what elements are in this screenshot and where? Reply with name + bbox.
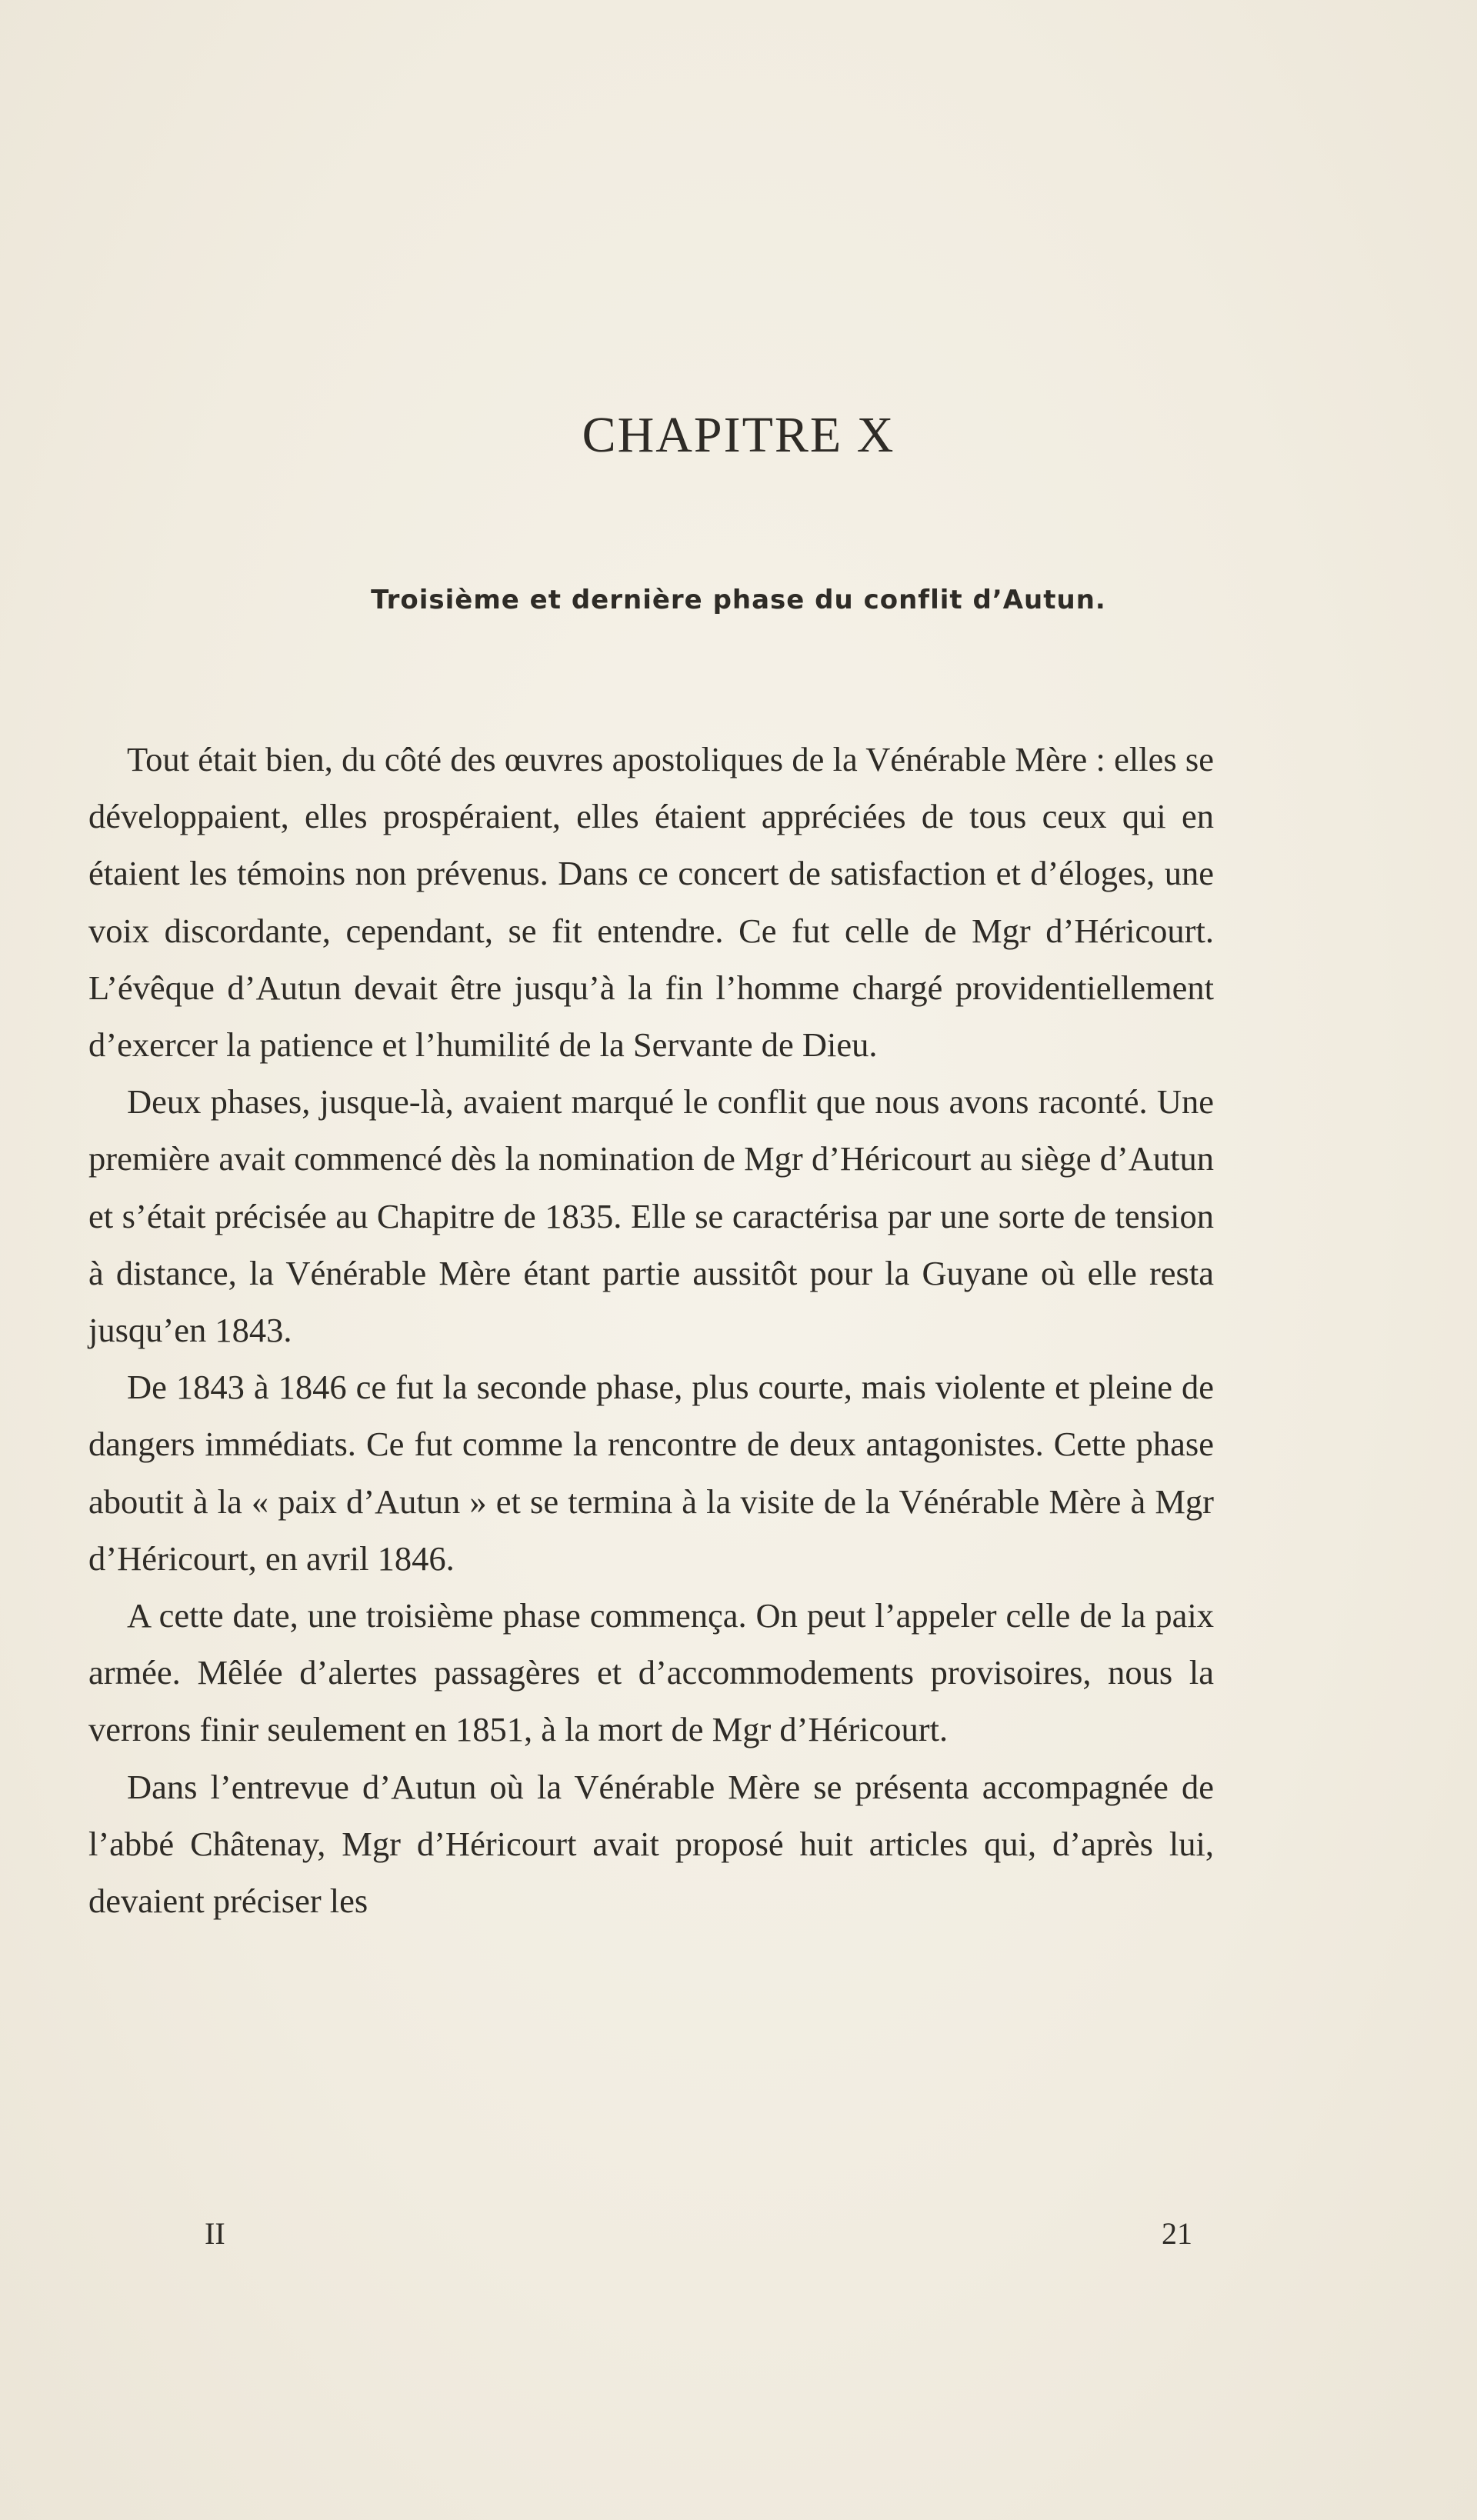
chapter-title: CHAPITRE X xyxy=(582,407,895,463)
chapter-subtitle: Troisième et dernière phase du conflit d’Autun. xyxy=(371,585,1106,615)
paragraph: Dans l’entrevue d’Autun où la Vénérable Mère se présenta accompagnée de l’abbé Châtenay, Mgr d’Héricourt avait proposé huit articles qui, d’après lui, devaient préciser les xyxy=(88,1767,1214,1921)
paragraph: De 1843 à 1846 ce fut la seconde phase, plus courte, mais violente et pleine de dangers immédiats. Ce fut comme la rencontre de deux antagonistes. Cette phase aboutit à la « paix d’Autun » et se termina à la visite de la Vénérable Mère à Mgr d’Héricourt, en avril 1846. xyxy=(88,1368,1214,1578)
body-text xyxy=(88,731,1214,1929)
paragraph: A cette date, une troisième phase commença. On peut l’appeler celle de la paix armée. Mêlée d’alertes passagères et d’accommodements provisoires, nous la verrons finir seulement en 1851, à la mort de Mgr d’Héricourt. xyxy=(88,1596,1214,1749)
page-number: 21 xyxy=(1162,2216,1192,2251)
signature-mark: II xyxy=(205,2216,225,2251)
paragraph: Tout était bien, du côté des œuvres apostoliques de la Vénérable Mère : elles se développaient, elles prospéraient, elles étaient appréciées de tous ceux qui en étaient les témoins non prévenus. Dans ce concert de satisfaction et d’éloges, une voix discordante, cependant, se fit entendre. Ce fut celle de Mgr d’Héricourt. L’évêque d’Autun devait être jusqu’à la fin l’homme chargé providentiellement d’exercer la patience et l’humilité de la Servante de Dieu. xyxy=(88,740,1214,1065)
paragraph: Deux phases, jusque-là, avaient marqué le conflit que nous avons raconté. Une première avait commencé dès la nomination de Mgr d’Héricourt au siège d’Autun et s’était précisée au Chapitre de 1835. Elle se caractérisa par une sorte de tension à distance, la Vénérable Mère étant partie aussitôt pour la Guyane où elle resta jusqu’en 1843. xyxy=(88,1082,1214,1350)
